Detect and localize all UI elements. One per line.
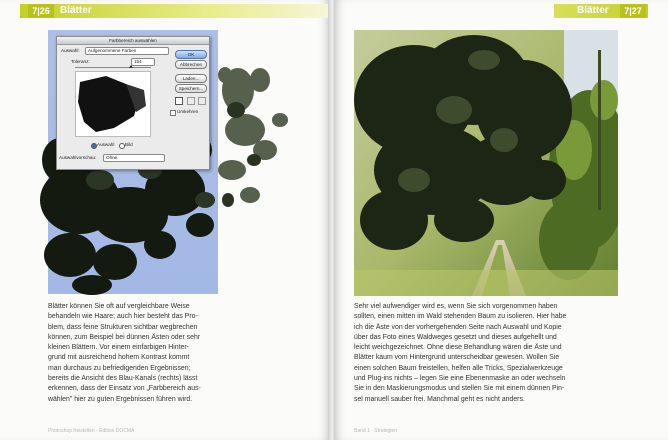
text-line: blem, dass feine Strukturen sichtbar wegbrechen xyxy=(48,323,198,331)
left-footer: Photoshop freistellen · Edition DOCMA xyxy=(48,428,135,434)
text-line: und Plug-ins nichts – legen Sie eine Ebenenmaske an oder wechseln xyxy=(354,375,566,383)
left-page xyxy=(0,0,330,440)
right-page xyxy=(334,0,668,440)
left-body-text xyxy=(48,302,201,405)
tolerance-value: 154 xyxy=(134,59,142,64)
text-line: erkennen, dass der Einsatz von „Farbbereich aus- xyxy=(48,385,201,393)
text-line: Blätter kaum vom Hintergrund unterscheidbar gewesen. Wollen Sie xyxy=(354,354,560,362)
right-body-text xyxy=(354,302,566,405)
dialog-title: Farbbereich auswählen xyxy=(57,37,209,45)
tolerance-slider[interactable] xyxy=(75,67,151,68)
eyedropper-icon[interactable] xyxy=(175,97,183,105)
preview-dropdown[interactable] xyxy=(103,154,165,162)
save-button[interactable]: Speichern... xyxy=(175,84,207,93)
text-line: sel manuell sauber frei. Manchmal geht es nicht anders. xyxy=(354,395,525,403)
text-line: behandeln wie Haare; auch hier besteht das Pro- xyxy=(48,313,198,321)
load-button[interactable]: Laden... xyxy=(175,74,207,83)
select-value: Aufgenommene Farben xyxy=(88,48,137,53)
eyedropper-tools xyxy=(175,97,206,107)
invert-checkbox[interactable] xyxy=(170,110,176,116)
section-title: Blätter xyxy=(577,5,609,16)
right-page-header xyxy=(334,0,668,18)
text-line: können, zum Beispiel bei dünnen Ästen oder sehr xyxy=(48,333,201,341)
cancel-button[interactable]: Abbrechen xyxy=(175,60,207,69)
text-line: Sie in den Maskierungsmodus und stellen Sie mit einem dünnen Pin- xyxy=(354,385,565,393)
select-dropdown[interactable] xyxy=(85,47,169,55)
text-line: man durchaus zu befriedigenden Ergebnissen; xyxy=(48,364,191,372)
eyedropper-plus-icon[interactable] xyxy=(187,97,195,105)
section-title: Blätter xyxy=(60,5,92,16)
invert-label: Umkehren xyxy=(177,109,199,114)
text-line: über das Foto eines Waldweges gesetzt und dieses aufgehellt und xyxy=(354,333,557,341)
tolerance-input[interactable] xyxy=(131,58,155,66)
tolerance-label: Toleranz: xyxy=(71,59,90,64)
ok-button[interactable]: OK xyxy=(175,50,207,59)
text-line: sollten, einen mitten im Wald stehenden Baum zu isolieren. Hier habe xyxy=(354,313,567,321)
text-line: kleinen Blättern. Vor einem einfarbigen Hinter- xyxy=(48,344,189,352)
text-line: ich die Äste von der vorhergehenden Seite nach Auswahl und Kopie xyxy=(354,323,562,331)
tolerance-slider-thumb[interactable] xyxy=(129,65,133,68)
text-line: bereits die Ansicht des Blau-Kanals (rechts) lässt xyxy=(48,375,198,383)
text-line: einen solchen Baum freistellen, helfen alle Tricks, Spezialwerkzeuge xyxy=(354,364,563,372)
color-range-dialog xyxy=(56,36,210,170)
text-line: grund mit ausreichend hohem Kontrast kommt xyxy=(48,354,190,362)
radio-selection-label: Auswahl xyxy=(97,142,115,147)
text-line: leicht weichgezeichnet. Ohne diese Behandlung wären die Äste und xyxy=(354,344,562,352)
text-line: Blätter können Sie oft auf vergleichbare Weise xyxy=(48,303,190,310)
page-number: 7|26 xyxy=(28,4,54,18)
preview-value: Ohne xyxy=(106,155,118,160)
right-footer: Band 1 · Strategien xyxy=(354,428,398,434)
select-label: Auswahl: xyxy=(61,48,80,53)
selection-preview xyxy=(75,71,151,137)
radio-image-label: Bild xyxy=(125,142,133,147)
page-number: 7|27 xyxy=(620,4,646,18)
text-line: Sehr viel aufwendiger wird es, wenn Sie sich vorgenommen haben xyxy=(354,303,558,310)
preview-label: Auswahlvorschau: xyxy=(59,155,97,160)
forest-path-photo xyxy=(354,30,618,296)
leaves-photo xyxy=(0,0,330,300)
text-line: wählen" hier zu guten Ergebnissen führen wird. xyxy=(48,395,193,403)
eyedropper-minus-icon[interactable] xyxy=(198,97,206,105)
